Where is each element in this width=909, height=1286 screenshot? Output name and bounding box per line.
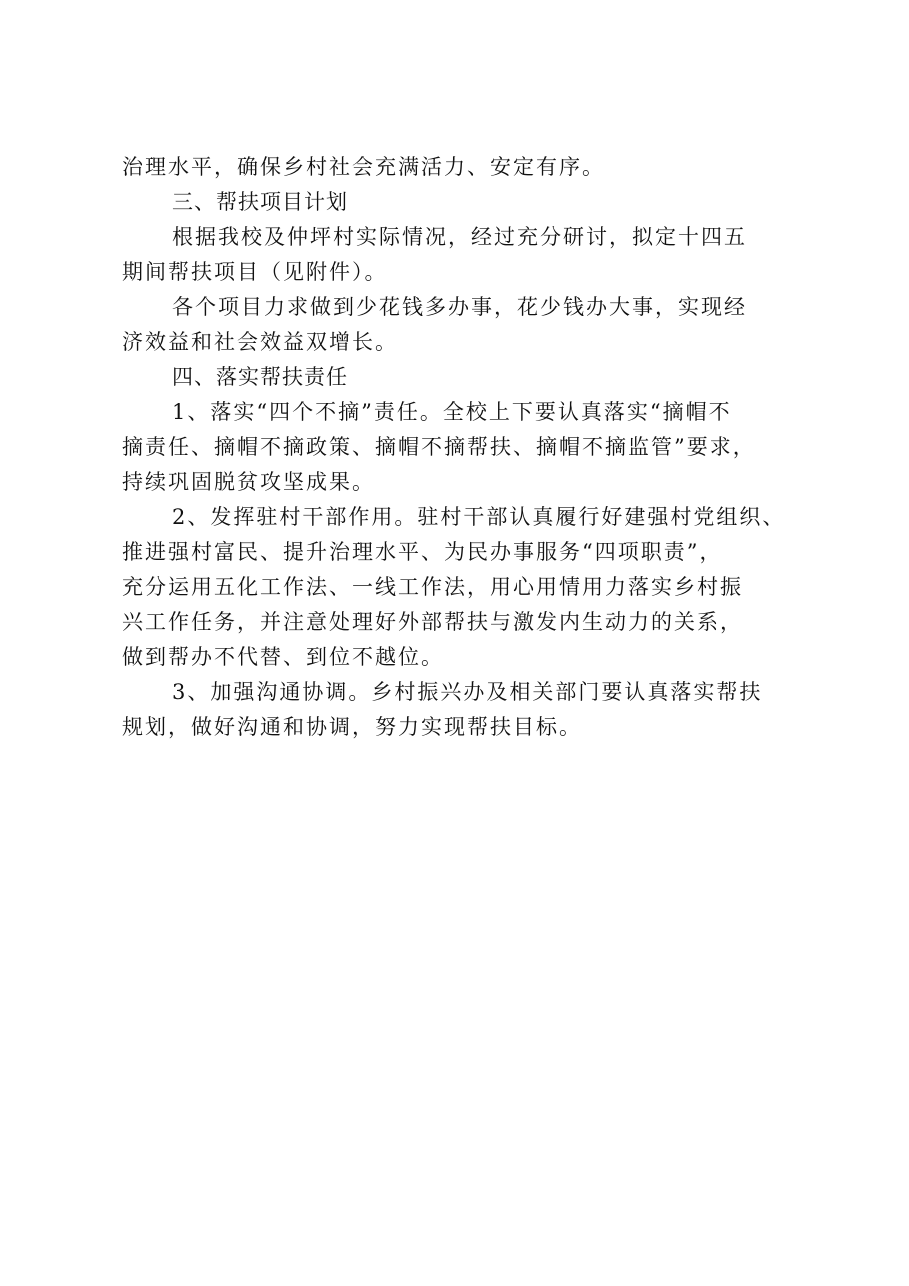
document-body: [122, 150, 812, 745]
paragraph-line: 治理水平，确保乡村社会充满活力、安定有序。: [122, 155, 605, 179]
paragraph-line: 2、发挥驻村干部作用。驻村干部认真履行好建强村党组织、: [172, 505, 786, 529]
section-heading-4: 四、落实帮扶责任: [172, 365, 348, 389]
paragraph-line: 3、加强沟通协调。乡村振兴办及相关部门要认真落实帮扶: [172, 680, 763, 704]
paragraph-line: 根据我校及仲坪村实际情况，经过充分研讨，拟定十四五: [172, 225, 747, 249]
section-heading-3: 三、帮扶项目计划: [172, 190, 348, 214]
paragraph-line: 做到帮办不代替、到位不越位。: [122, 645, 444, 669]
paragraph-line: 推进强村富民、提升治理水平、为民办事服务“四项职责”，: [122, 540, 723, 564]
paragraph-line: 1、落实“四个不摘”责任。全校上下要认真落实“摘帽不: [172, 400, 732, 424]
paragraph-line: 济效益和社会效益双增长。: [122, 330, 398, 354]
paragraph-line: 持续巩固脱贫攻坚成果。: [122, 470, 375, 494]
paragraph-line: 充分运用五化工作法、一线工作法，用心用情用力落实乡村振: [122, 575, 743, 599]
paragraph-line: 期间帮扶项目（见附件）。: [122, 260, 388, 284]
paragraph-line: 各个项目力求做到少花钱多办事，花少钱办大事，实现经: [172, 295, 747, 319]
paragraph-line: 规划，做好沟通和协调，努力实现帮扶目标。: [122, 715, 582, 739]
paragraph-line: 兴工作任务，并注意处理好外部帮扶与激发内生动力的关系，: [122, 610, 743, 634]
paragraph-line: 摘责任、摘帽不摘政策、摘帽不摘帮扶、摘帽不摘监管”要求，: [122, 435, 756, 459]
